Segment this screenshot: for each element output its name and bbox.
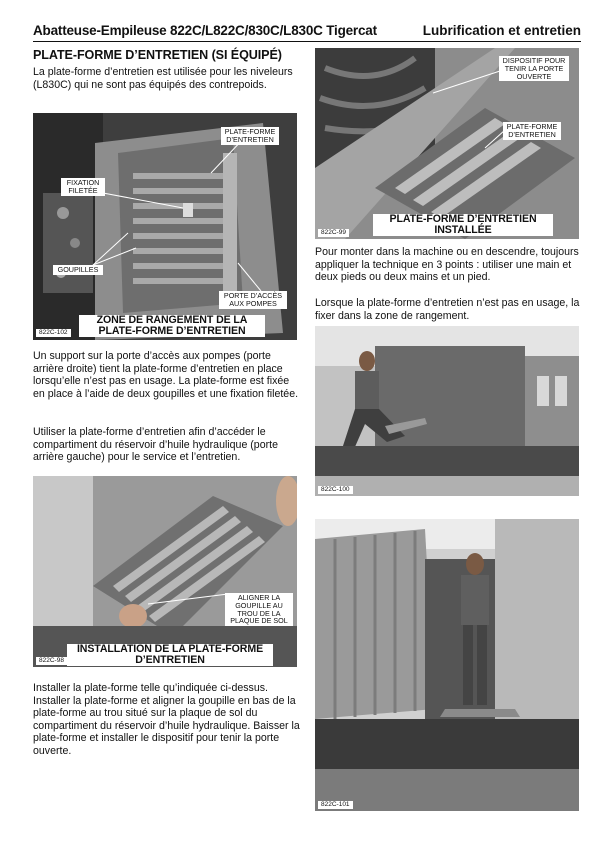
caption-storage-zone: ZONE DE RANGEMENT DE LA PLATE-FORME D’ENTRETIEN [79, 315, 265, 337]
label-door-holder: DISPOSITIF POUR TENIR LA PORTE OUVERTE [499, 56, 569, 81]
installation-illustration [33, 476, 297, 667]
page-header [33, 22, 581, 42]
label-align-pin: ALIGNER LA GOUPILLE AU TROU DE LA PLAQUE DE SOL [225, 593, 293, 626]
chapter-title: Lubrification et entretien [422, 23, 581, 38]
photo-installation [33, 476, 297, 667]
label-platform: PLATE-FORME D’ENTRETIEN [221, 127, 279, 145]
figure-code: 822C-100 [318, 486, 353, 494]
intro-paragraph: La plate-forme d’entretien est utilisée pour les niveleurs (L830C) qui ne sont pas équipés des contrepoids. [33, 66, 293, 91]
climb-paragraph: Pour monter dans la machine ou en descendre, toujours appliquer la technique en 3 points : utiliser une main et deux pieds ou deux mains et un pied. [315, 246, 579, 284]
photo-climb-down [315, 519, 579, 811]
storage-paragraph: Lorsque la plate-forme d’entretien n’est pas en usage, la fixer dans la zone de rangement. [315, 297, 580, 322]
climb-down-illustration [315, 519, 579, 811]
figure-code: 822C-98 [36, 657, 67, 665]
photo-storage-zone [33, 113, 297, 340]
usage-paragraph: Utiliser la plate-forme d’entretien afin d’accéder le compartiment du réservoir d’huile hydraulique (porte arrière gauche) pour le service et l’entretien. [33, 426, 278, 464]
climb-up-illustration [315, 326, 579, 496]
support-paragraph: Un support sur la porte d’accès aux pompes (porte arrière droite) tient la plate-forme d’entretien en place lorsqu’elle n’est pas en usage. La plate-forme est fixée en place à l’aide de deux goupilles et une fixation filetée. [33, 350, 299, 400]
label-pump-door: PORTE D’ACCÈS AUX POMPES [219, 291, 287, 309]
photo-installed [315, 48, 579, 239]
label-threaded-fastener: FIXATION FILETÉE [61, 178, 105, 196]
caption-installation: INSTALLATION DE LA PLATE-FORME D’ENTRETIEN [67, 644, 273, 666]
manual-title: Abatteuse-Empileuse 822C/L822C/830C/L830C Tigercat [33, 23, 377, 38]
install-paragraph: Installer la plate-forme telle qu’indiquée ci-dessus. Installer la plate-forme et aligner la goupille en bas de la plate-forme au trou situé sur la plaque de sol du compartiment du réservoir d’huile hydraulique. Baisser la plate-forme et installer le dispositif pour tenir la porte ouverte. [33, 682, 300, 757]
figure-code: 822C-99 [318, 229, 349, 237]
caption-installed: PLATE-FORME D’ENTRETIEN INSTALLÉE [373, 214, 553, 236]
label-platform-installed: PLATE-FORME D’ENTRETIEN [503, 122, 561, 140]
figure-code: 822C-101 [318, 801, 353, 809]
photo-climb-up [315, 326, 579, 496]
section-title: PLATE-FORME D’ENTRETIEN (SI ÉQUIPÉ) [33, 48, 282, 62]
figure-code: 822C-102 [36, 329, 71, 337]
label-pins: GOUPILLES [53, 265, 103, 275]
